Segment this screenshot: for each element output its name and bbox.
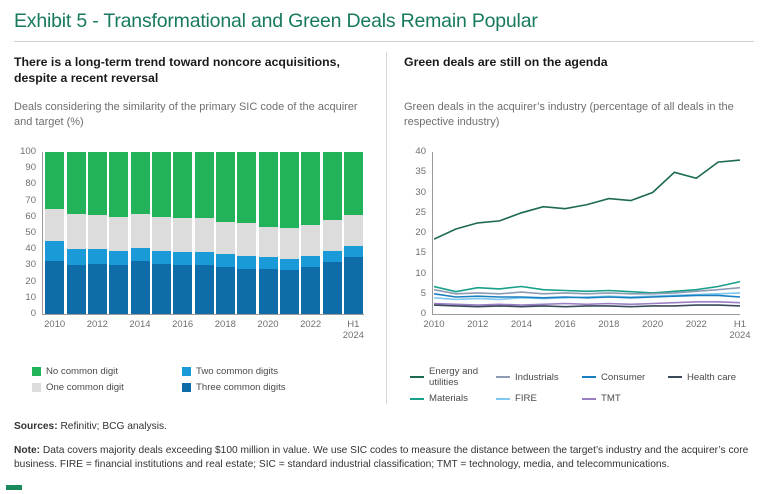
bar-segment <box>109 152 128 217</box>
bar-segment <box>301 152 320 225</box>
y-tick-label: 15 <box>415 247 426 259</box>
x-tick-label: 2014 <box>129 319 151 330</box>
legend-swatch <box>182 367 191 376</box>
bar-segment <box>344 257 363 314</box>
right-panel-title: Green deals are still on the agenda <box>404 55 608 69</box>
left-panel-title: There is a long-term trend toward noncore acquisitions, despite a recent reversal <box>14 55 340 85</box>
stacked-bar-column <box>152 152 171 314</box>
right-chart-legend <box>410 366 756 409</box>
stacked-bar-column <box>216 152 235 314</box>
y-tick-label: 50 <box>25 227 36 238</box>
x-tick-label: 2020 <box>641 319 664 330</box>
bar-segment <box>67 214 86 250</box>
bar-segment <box>131 261 150 314</box>
legend-swatch <box>182 383 191 392</box>
left-panel-subtitle: Deals considering the similarity of the primary SIC code of the acquirer and target (%) <box>14 101 358 128</box>
bar-segment <box>45 241 64 260</box>
stacked-bar-column <box>88 152 107 314</box>
x-tick-label: 2020 <box>257 319 279 330</box>
y-tick-label: 5 <box>420 287 426 299</box>
bar-segment <box>195 265 214 314</box>
y-tick-label: 40 <box>415 146 426 157</box>
legend-item <box>32 382 182 393</box>
bar-segment <box>323 262 342 314</box>
y-tick-label: 20 <box>25 275 36 287</box>
y-tick-label: 80 <box>25 178 36 190</box>
stacked-bar-column <box>237 152 256 314</box>
legend-swatch <box>32 367 41 376</box>
y-tick-label: 100 <box>20 146 36 157</box>
line-chart <box>404 146 756 346</box>
note-text: Data covers majority deals exceeding $100 million in value. We use SIC codes to measure the distance between the target’s industry and the acquirer’s core business. FIRE = financial institutions and real estate; SIC = standard industrial classification; TMT = technology, media, and telecommunications. <box>14 445 749 471</box>
stacked-bar-column <box>131 152 150 314</box>
x-tick-label: 2010 <box>44 319 66 330</box>
bar-segment <box>323 220 342 251</box>
y-tick-label: 25 <box>415 206 426 218</box>
bar-segment <box>131 152 150 214</box>
stacked-bar-column <box>67 152 86 314</box>
legend-item <box>668 366 754 388</box>
bar-segment <box>301 225 320 256</box>
stacked-bar-column <box>173 152 192 314</box>
bar-segment <box>301 267 320 314</box>
legend-label: Health care <box>687 371 737 383</box>
bar-segment <box>88 264 107 314</box>
bar-segment <box>237 256 256 269</box>
footer <box>14 420 756 473</box>
x-tick-label: 2022 <box>685 319 707 330</box>
bar-segment <box>280 259 299 270</box>
bar-segment <box>109 217 128 251</box>
legend-item <box>182 366 332 377</box>
bar-segment <box>216 267 235 314</box>
note-line <box>14 444 756 472</box>
bar-segment <box>88 152 107 215</box>
bar-segment <box>259 227 278 258</box>
x-tick-label: 2012 <box>86 319 108 330</box>
stacked-bar-column <box>109 152 128 314</box>
bar-segment <box>152 251 171 264</box>
legend-swatch <box>668 376 682 378</box>
bar-segment <box>45 209 64 241</box>
bar-segment <box>131 248 150 261</box>
legend-swatch <box>410 376 424 378</box>
bar-segment <box>152 217 171 251</box>
y-tick-label: 0 <box>30 308 36 319</box>
bar-segment <box>237 269 256 314</box>
sources-line <box>14 420 756 434</box>
legend-item <box>182 382 332 393</box>
bar-segment <box>259 257 278 268</box>
bar-segment <box>323 251 342 262</box>
bar-segment <box>259 269 278 314</box>
legend-swatch <box>496 398 510 400</box>
y-tick-label: 10 <box>25 291 36 303</box>
legend-item <box>32 366 182 377</box>
stacked-bar-chart <box>14 146 378 346</box>
x-tick-label: 2016 <box>172 319 194 330</box>
right-panel <box>404 54 756 406</box>
title-divider <box>14 41 754 42</box>
y-tick-label: 60 <box>25 210 36 222</box>
bar-segment <box>45 152 64 209</box>
y-tick-label: 90 <box>25 162 36 174</box>
stacked-bar-column <box>323 152 342 314</box>
y-tick-label: 40 <box>25 243 36 255</box>
bar-segment <box>88 249 107 264</box>
bar-segment <box>109 251 128 266</box>
stacked-bar-column <box>344 152 363 314</box>
bar-segment <box>173 265 192 314</box>
stacked-bar-column <box>280 152 299 314</box>
x-tick-label: 2022 <box>300 319 322 330</box>
y-tick-label: 30 <box>415 186 426 198</box>
legend-label: Energy and utilities <box>429 366 479 388</box>
bar-segment <box>237 223 256 255</box>
bar-segment <box>45 261 64 314</box>
bar-segment <box>195 252 214 265</box>
stacked-bar-column <box>259 152 278 314</box>
legend-label: Consumer <box>601 371 646 383</box>
stacked-bar-column <box>45 152 64 314</box>
bar-segment <box>173 152 192 218</box>
legend-label: Three common digits <box>196 382 286 393</box>
right-panel-subtitle: Green deals in the acquirer’s industry (percentage of all deals in the respective industry) <box>404 101 734 128</box>
legend-swatch <box>582 398 596 400</box>
bar-segment <box>280 228 299 259</box>
legend-item <box>410 393 496 404</box>
legend-item <box>410 366 496 388</box>
legend-item <box>496 393 582 404</box>
bar-segment <box>216 222 235 254</box>
y-tick-label: 10 <box>415 267 426 279</box>
page-title: Exhibit 5 - Transformational and Green Deals Remain Popular <box>14 10 538 32</box>
brand-mark <box>6 485 22 490</box>
y-tick-label: 70 <box>25 194 36 206</box>
y-axis <box>42 152 43 314</box>
legend-swatch <box>32 383 41 392</box>
legend-label: TMT <box>601 393 621 404</box>
legend-label: FIRE <box>515 393 537 404</box>
bar-segment <box>109 265 128 314</box>
bar-segment <box>195 218 214 252</box>
sources-label: Sources: <box>14 421 58 432</box>
x-axis <box>42 314 364 315</box>
bar-segment <box>280 270 299 314</box>
bar-segment <box>67 152 86 214</box>
legend-item <box>582 366 668 388</box>
note-label: Note: <box>14 445 41 457</box>
bar-segment <box>195 152 214 218</box>
bar-segment <box>173 252 192 265</box>
line-series-group <box>434 146 748 318</box>
legend-swatch <box>496 376 510 378</box>
bar-segment <box>259 152 278 227</box>
bar-segment <box>67 249 86 265</box>
y-tick-label: 20 <box>415 227 426 238</box>
legend-item <box>496 366 582 388</box>
bar-segment <box>67 265 86 314</box>
x-tick-label: 2010 <box>423 319 445 330</box>
legend-label: Two common digits <box>196 366 279 377</box>
bar-segment <box>344 152 363 215</box>
bar-segment <box>323 152 342 220</box>
line-series <box>434 160 740 239</box>
x-tick-label: 2018 <box>598 319 620 330</box>
bar-segment <box>301 256 320 267</box>
bar-segment <box>344 215 363 246</box>
y-tick-label: 35 <box>415 166 426 178</box>
legend-swatch <box>582 376 596 378</box>
legend-label: Materials <box>429 393 468 404</box>
sources-text: Refinitiv; BCG analysis. <box>57 421 167 432</box>
bar-segment <box>152 264 171 314</box>
bar-segment <box>344 246 363 257</box>
left-chart-legend <box>32 366 362 398</box>
legend-swatch <box>410 398 424 400</box>
stacked-bar-column <box>301 152 320 314</box>
bar-segment <box>237 152 256 223</box>
bar-segment <box>280 152 299 228</box>
left-panel <box>14 54 378 406</box>
bar-segment <box>131 214 150 248</box>
legend-label: One common digit <box>46 382 124 393</box>
legend-label: No common digit <box>46 366 118 377</box>
y-tick-label: 30 <box>25 259 36 271</box>
bar-segment <box>216 152 235 222</box>
bar-segment <box>88 215 107 249</box>
x-tick-label: 2018 <box>214 319 236 330</box>
x-tick-label: H1 2024 <box>729 319 751 341</box>
legend-label: Industrials <box>515 371 559 383</box>
bar-segment <box>216 254 235 267</box>
bar-segment <box>152 152 171 217</box>
x-tick-label: 2012 <box>467 319 489 330</box>
bar-segment <box>173 218 192 252</box>
y-axis <box>432 152 433 314</box>
panel-divider <box>386 52 387 404</box>
stacked-bar-column <box>195 152 214 314</box>
x-tick-label: 2014 <box>510 319 532 330</box>
legend-item <box>582 393 668 404</box>
x-tick-label: H1 2024 <box>342 319 364 341</box>
y-tick-label: 0 <box>420 308 426 319</box>
x-tick-label: 2016 <box>554 319 576 330</box>
